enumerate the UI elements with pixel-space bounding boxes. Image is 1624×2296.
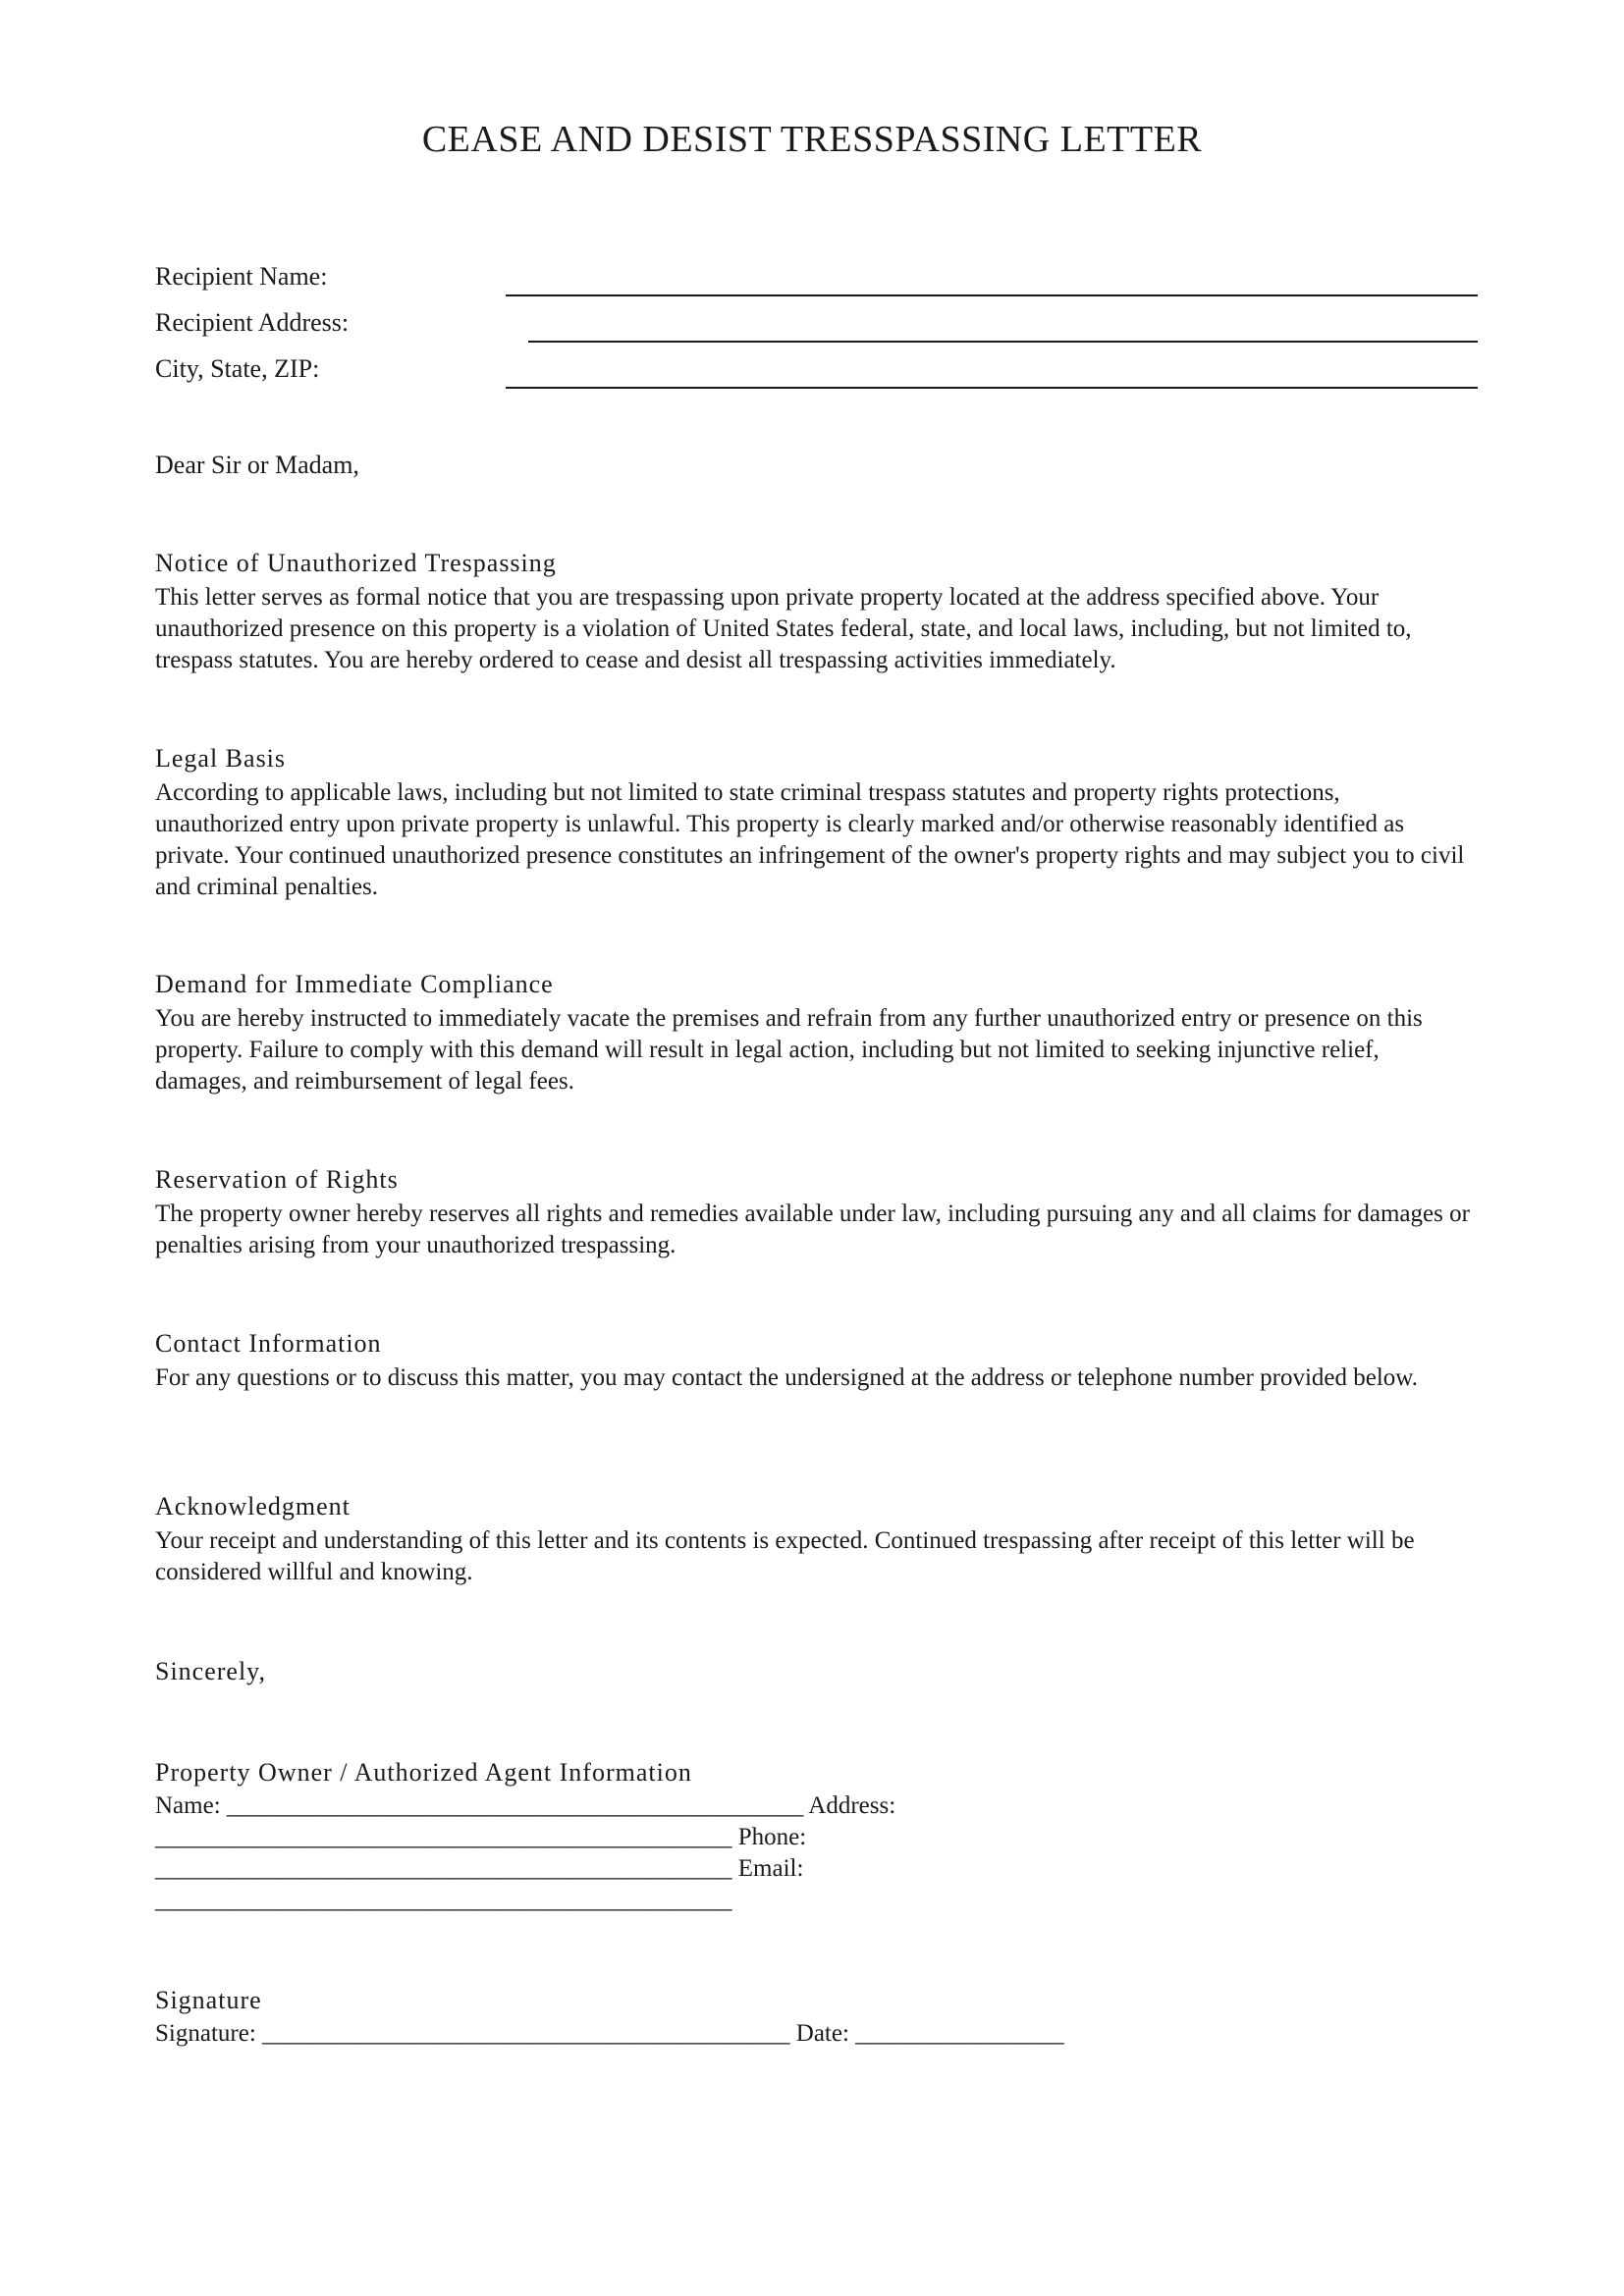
section-heading: Acknowledgment xyxy=(155,1492,351,1521)
recipient-city-label: City, State, ZIP: xyxy=(155,354,320,383)
owner-phone-line[interactable]: _______________________________________________ Email: xyxy=(155,1855,804,1882)
owner-email-line[interactable]: _______________________________________________ xyxy=(155,1887,732,1913)
section-heading: Demand for Immediate Compliance xyxy=(155,970,554,998)
recipient-city-line[interactable] xyxy=(506,387,1478,389)
signature-heading: Signature xyxy=(155,1986,262,2014)
section-contact xyxy=(155,1327,1471,1394)
recipient-name-line[interactable] xyxy=(506,294,1478,296)
section-legal-basis xyxy=(155,742,1471,903)
section-acknowledgment xyxy=(155,1490,1471,1588)
recipient-name-label: Recipient Name: xyxy=(155,262,328,291)
salutation: Dear Sir or Madam, xyxy=(155,451,359,479)
signature-block xyxy=(155,1983,1432,2050)
section-body: You are hereby instructed to immediately vacate the premises and refrain from any further unauthorized entry or presence on this property. Failure to comply with this demand will result in legal action, including but not limited to seeking injunctive relief, damages, and reimbursement of legal fees. xyxy=(155,1005,1423,1095)
section-reservation xyxy=(155,1163,1471,1261)
owner-heading: Property Owner / Authorized Agent Information xyxy=(155,1758,692,1787)
owner-name-line[interactable]: Name: _______________________________________________ Address: xyxy=(155,1792,896,1819)
owner-info xyxy=(155,1755,1235,1916)
section-heading: Contact Information xyxy=(155,1329,382,1358)
section-body: The property owner hereby reserves all rights and remedies available under law, including pursuing any and all claims for damages or penalties arising from your unauthorized trespassing. xyxy=(155,1201,1470,1258)
document-title: CEASE AND DESIST TRESSPASSING LETTER xyxy=(421,119,1203,160)
closing: Sincerely, xyxy=(155,1657,266,1685)
section-body: Your receipt and understanding of this letter and its contents is expected. Continued trespassing after receipt of this letter will be considered willful and knowing. xyxy=(155,1527,1415,1585)
section-body: For any questions or to discuss this matter, you may contact the undersigned at the address or telephone number provided below. xyxy=(155,1364,1418,1391)
section-heading: Notice of Unauthorized Trespassing xyxy=(155,549,557,577)
signature-date-line[interactable]: Signature: ___________________________________________ Date: _________________ xyxy=(155,2020,1064,2047)
section-heading: Legal Basis xyxy=(155,744,287,773)
section-heading: Reservation of Rights xyxy=(155,1165,399,1194)
owner-address-line[interactable]: _______________________________________________ Phone: xyxy=(155,1824,807,1850)
section-body: According to applicable laws, including but not limited to state criminal trespass statutes and property rights protections, unauthorized entry upon private property is unlawful. This property is clearly marked and/or otherwise reasonably identified as private. Your continued unauthorized presence constitutes an infringement of the owner's property rights and may subject you to civil and criminal penalties. xyxy=(155,779,1465,900)
recipient-address-label: Recipient Address: xyxy=(155,308,350,337)
recipient-address-line[interactable] xyxy=(528,341,1478,343)
section-demand xyxy=(155,968,1471,1097)
section-body: This letter serves as formal notice that you are trespassing upon private property located at the address specified above. Your unauthorized presence on this property is a violation of United States federal, state, and local laws, including, but not limited to, trespass statutes. You are hereby ordered to cease and desist all trespassing activities immediately. xyxy=(155,584,1412,673)
section-notice xyxy=(155,547,1471,676)
